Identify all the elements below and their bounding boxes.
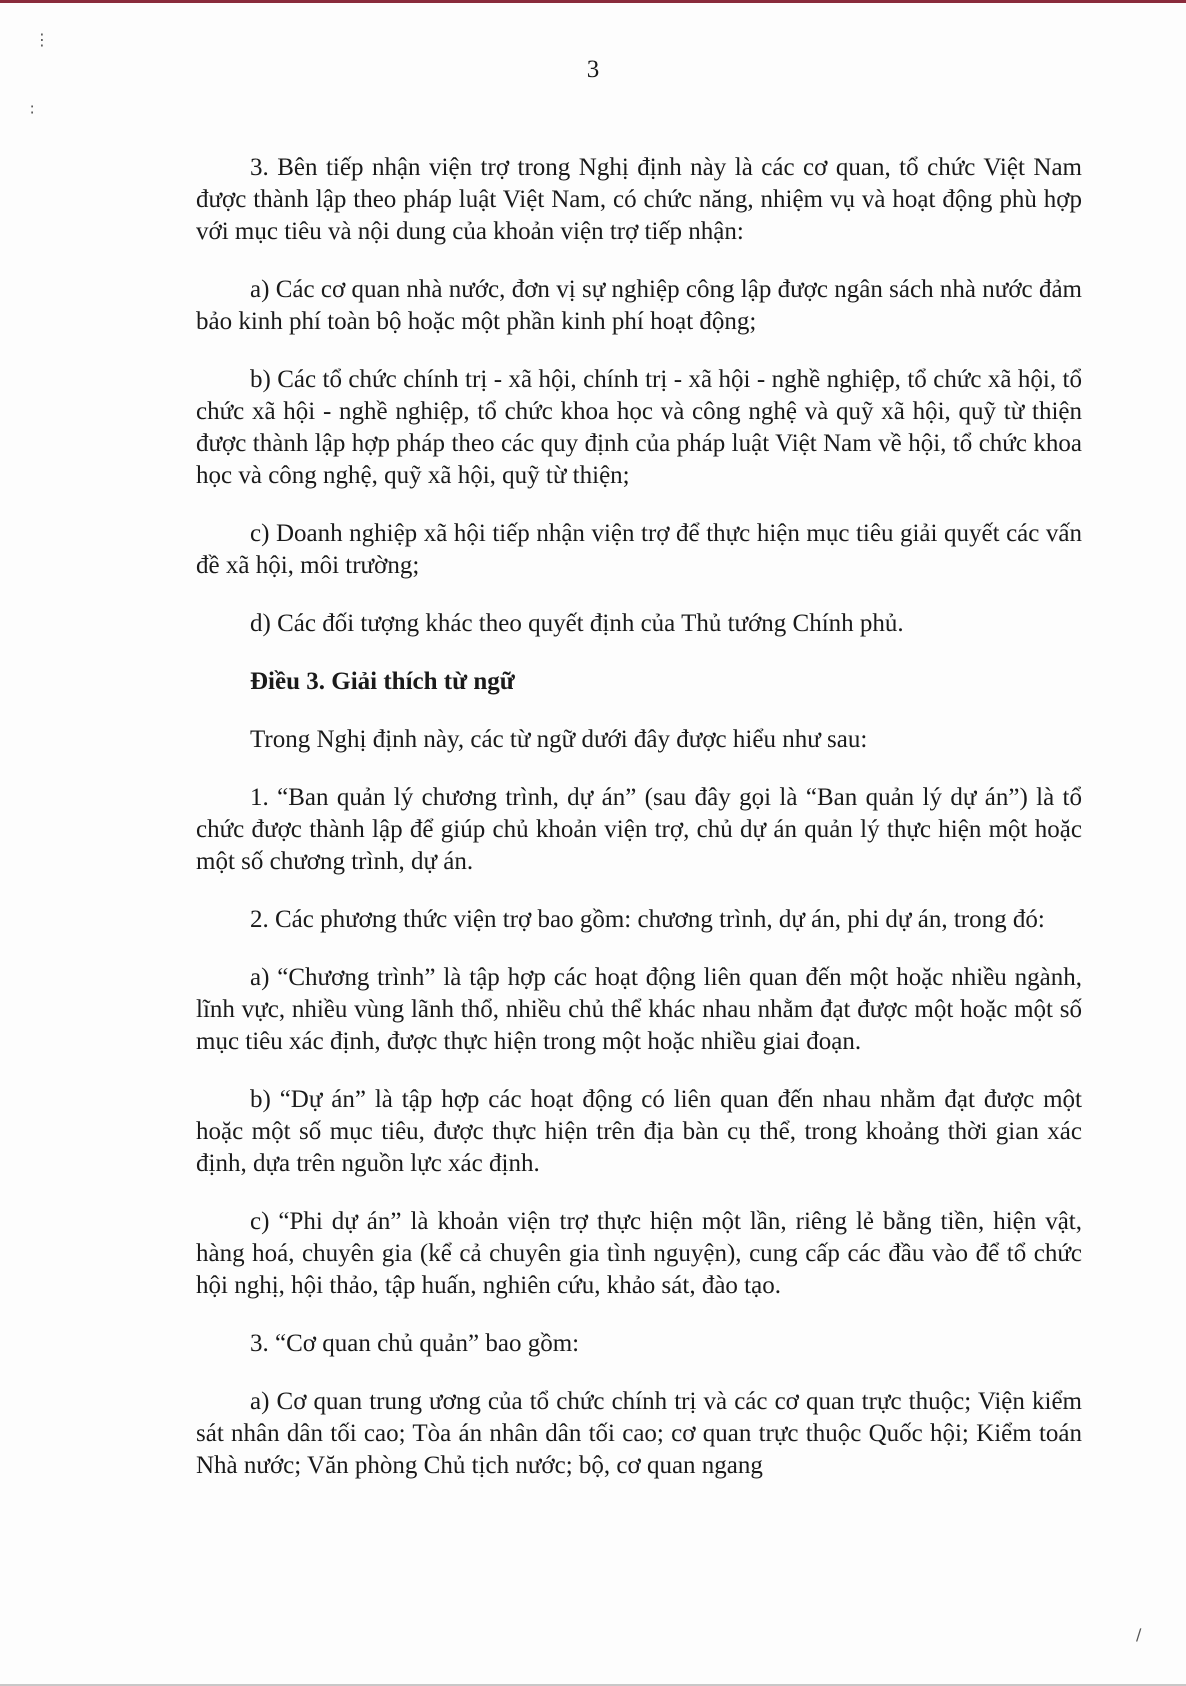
page-number: 3 bbox=[586, 56, 600, 83]
paragraph-item-a: a) Các cơ quan nhà nước, đơn vị sự nghiệp công lập được ngân sách nhà nước đảm bảo kinh phí toàn bộ hoặc một phần kinh phí hoạt động; bbox=[196, 276, 1082, 335]
page-top-border bbox=[0, 0, 1186, 3]
paragraph-definition-2a: a) “Chương trình” là tập hợp các hoạt động liên quan đến một hoặc nhiều ngành, lĩnh vực, nhiều vùng lãnh thổ, nhiều chủ thể khác nhau nhằm đạt được một hoặc một số mục tiêu xác định, được thực hiện trong một hoặc nhiều giai đoạn. bbox=[196, 964, 1082, 1055]
paragraph-definition-1: 1. “Ban quản lý chương trình, dự án” (sau đây gọi là “Ban quản lý dự án”) là tổ chức được thành lập để giúp chủ khoản viện trợ, chủ dự án quản lý thực hiện một hoặc một số chương trình, dự án. bbox=[196, 784, 1082, 875]
paragraph-definition-2: 2. Các phương thức viện trợ bao gồm: chương trình, dự án, phi dự án, trong đó: bbox=[250, 906, 1045, 933]
paragraph-item-c: c) Doanh nghiệp xã hội tiếp nhận viện trợ để thực hiện mục tiêu giải quyết các vấn đề xã hội, môi trường; bbox=[196, 520, 1082, 579]
paragraph-definition-3: 3. “Cơ quan chủ quản” bao gồm: bbox=[250, 1330, 580, 1357]
paragraph-recipients: 3. Bên tiếp nhận viện trợ trong Nghị định này là các cơ quan, tổ chức Việt Nam được thành lập theo pháp luật Việt Nam, có chức năng, nhiệm vụ và hoạt động phù hợp với mục tiêu và nội dung của khoản viện trợ tiếp nhận: bbox=[196, 154, 1082, 245]
scan-mark-2: ∶ bbox=[30, 100, 35, 119]
paragraph-definition-2c: c) “Phi dự án” là khoản viện trợ thực hiện một lần, riêng lẻ bằng tiền, hiện vật, hàng hoá, chuyên gia (kể cả chuyên gia tình nguyện), cung cấp các đầu vào để tổ chức hội nghị, hội thảo, tập huấn, nghiên cứu, khảo sát, đào tạo. bbox=[196, 1208, 1082, 1299]
scan-mark-3: ∕ bbox=[1136, 1625, 1142, 1644]
scan-mark-1: ⋮ bbox=[34, 30, 50, 49]
document-body bbox=[196, 152, 1082, 1508]
paragraph-item-b: b) Các tổ chức chính trị - xã hội, chính trị - xã hội - nghề nghiệp, tổ chức xã hội, tổ chức xã hội - nghề nghiệp, tổ chức khoa học và công nghệ và quỹ xã hội, quỹ từ thiện được thành lập hợp pháp theo các quy định của pháp luật Việt Nam về hội, tổ chức khoa học và công nghệ, quỹ xã hội, quỹ từ thiện; bbox=[196, 366, 1082, 489]
paragraph-definition-2b: b) “Dự án” là tập hợp các hoạt động có liên quan đến nhau nhằm đạt được một hoặc một số mục tiêu, được thực hiện trên địa bàn cụ thể, trong khoảng thời gian xác định, dựa trên nguồn lực xác định. bbox=[196, 1086, 1082, 1177]
paragraph-intro: Trong Nghị định này, các từ ngữ dưới đây được hiểu như sau: bbox=[250, 726, 868, 753]
paragraph-definition-3a: a) Cơ quan trung ương của tổ chức chính trị và các cơ quan trực thuộc; Viện kiểm sát nhân dân tối cao; Tòa án nhân dân tối cao; cơ quan trực thuộc Quốc hội; Kiểm toán Nhà nước; Văn phòng Chủ tịch nước; bộ, cơ quan ngang bbox=[196, 1388, 1082, 1479]
article-heading: Điều 3. Giải thích từ ngữ bbox=[250, 668, 515, 695]
paragraph-item-d: d) Các đối tượng khác theo quyết định của Thủ tướng Chính phủ. bbox=[250, 610, 904, 637]
